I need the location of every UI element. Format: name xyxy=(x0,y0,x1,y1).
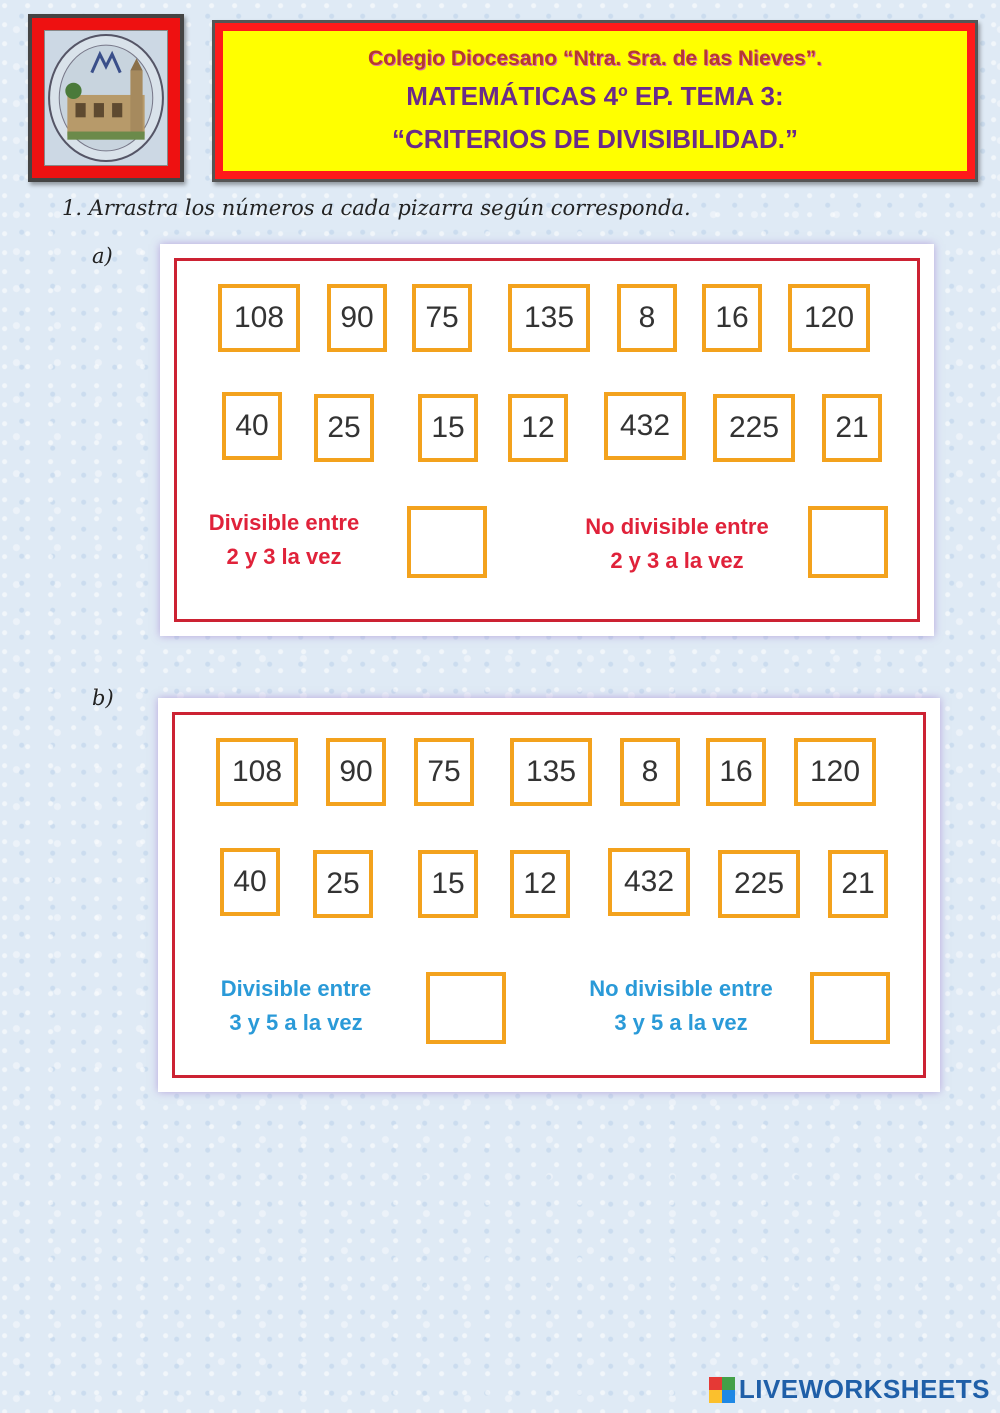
number-tile[interactable]: 90 xyxy=(327,284,387,352)
number-tile[interactable]: 16 xyxy=(702,284,762,352)
school-crest-image xyxy=(44,30,168,166)
number-tile[interactable]: 40 xyxy=(220,848,280,916)
number-tile[interactable]: 135 xyxy=(508,284,590,352)
number-tile[interactable]: 8 xyxy=(617,284,677,352)
not-divisible-label xyxy=(556,972,806,1040)
number-tile[interactable]: 75 xyxy=(414,738,474,806)
label-line: 2 y 3 a la vez xyxy=(610,548,744,573)
topic-title: “CRITERIOS DE DIVISIBILIDAD.” xyxy=(392,124,798,154)
part-a-label: a) xyxy=(92,244,113,268)
number-tile[interactable]: 15 xyxy=(418,850,478,918)
number-tile[interactable]: 120 xyxy=(794,738,876,806)
number-tile[interactable]: 21 xyxy=(828,850,888,918)
drop-zone-divisible[interactable] xyxy=(426,972,506,1044)
school-name: Colegio Diocesano “Ntra. Sra. de las Nieves”. xyxy=(368,47,822,70)
label-line: Divisible entre xyxy=(220,976,372,1001)
subject-title: MATEMÁTICAS 4º EP. TEMA 3: xyxy=(406,81,784,111)
label-line: 3 y 5 a la vez xyxy=(229,1010,363,1035)
brand-text: LIVEWORKSHEETS xyxy=(738,1374,990,1404)
number-tile[interactable]: 432 xyxy=(608,848,690,916)
title-panel xyxy=(223,31,967,171)
board-a xyxy=(160,244,934,636)
church-crest-icon xyxy=(45,31,167,165)
number-tile[interactable]: 8 xyxy=(620,738,680,806)
label-line: 3 y 5 a la vez xyxy=(614,1010,748,1035)
label-line: No divisible entre xyxy=(585,514,769,539)
number-tile[interactable]: 225 xyxy=(718,850,800,918)
number-tile[interactable]: 16 xyxy=(706,738,766,806)
number-tile[interactable]: 25 xyxy=(313,850,373,918)
label-line: 2 y 3 la vez xyxy=(226,544,342,569)
number-tile[interactable]: 12 xyxy=(510,850,570,918)
not-divisible-label xyxy=(552,510,802,578)
number-tile[interactable]: 90 xyxy=(326,738,386,806)
title-banner xyxy=(212,20,978,182)
number-tile[interactable]: 21 xyxy=(822,394,882,462)
divisible-label xyxy=(180,506,388,574)
drop-zone-not-divisible[interactable] xyxy=(808,506,888,578)
part-b-label: b) xyxy=(92,686,114,710)
drop-zone-not-divisible[interactable] xyxy=(810,972,890,1044)
number-tile[interactable]: 120 xyxy=(788,284,870,352)
label-line: Divisible entre xyxy=(208,510,360,535)
number-tile[interactable]: 108 xyxy=(216,738,298,806)
number-tile[interactable]: 135 xyxy=(510,738,592,806)
liveworksheets-brand xyxy=(709,1374,990,1405)
number-tile[interactable]: 225 xyxy=(713,394,795,462)
number-tile[interactable]: 75 xyxy=(412,284,472,352)
board-b xyxy=(158,698,940,1092)
number-tile[interactable]: 25 xyxy=(314,394,374,462)
number-tile[interactable]: 108 xyxy=(218,284,300,352)
number-tile[interactable]: 15 xyxy=(418,394,478,462)
exercise-instruction: 1. Arrastra los números a cada pizarra según corresponda. xyxy=(62,196,691,220)
liveworksheets-logo-icon xyxy=(709,1377,735,1403)
divisible-label xyxy=(194,972,398,1040)
number-tile[interactable]: 40 xyxy=(222,392,282,460)
drop-zone-divisible[interactable] xyxy=(407,506,487,578)
number-tile[interactable]: 432 xyxy=(604,392,686,460)
label-line: No divisible entre xyxy=(589,976,773,1001)
number-tile[interactable]: 12 xyxy=(508,394,568,462)
school-logo xyxy=(28,14,184,182)
